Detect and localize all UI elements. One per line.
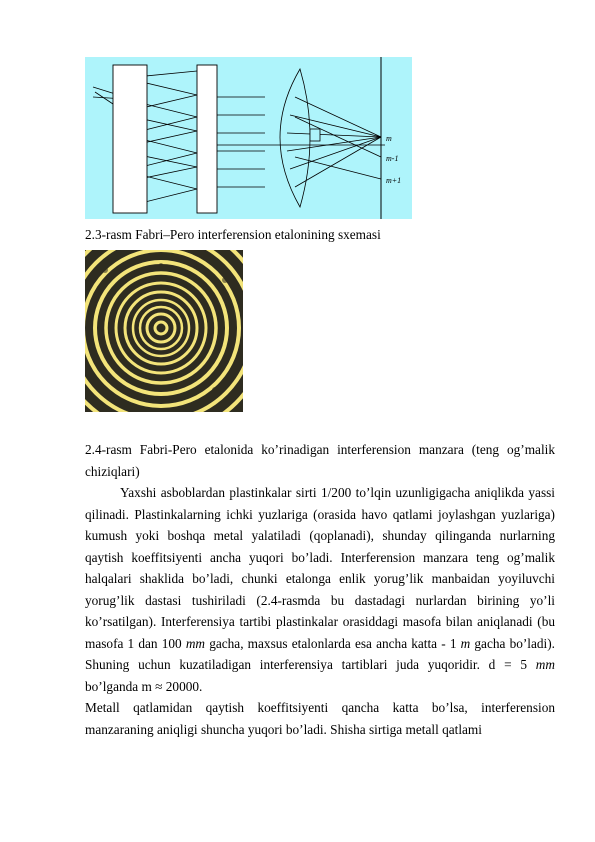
ring-noise <box>222 277 228 283</box>
aperture <box>310 129 320 141</box>
figure2-caption: 2.4-rasm Fabri-Pero etalonida ko’rinadigan interferension manzara (teng og’malik chiziqlari) <box>85 442 555 479</box>
body-text <box>85 439 555 740</box>
paragraph-2: Metall qatlamidan qaytish koeffitsiyenti qancha katta bo’lsa, interferension manzaraning aniqligi shuncha yuqori bo’ladi. Shisha sirtiga metall qatlami <box>85 700 555 737</box>
ring-noise <box>159 398 163 402</box>
paragraph-1: Yaxshi asboblardan plastinkalar sirti 1/200 to’lqin uzunligigacha aniqlikda yassi qilinadi. Plastinkalarning ichki yuzlariga (orasida havo qatlami joylashgan yuzlariga) kumush yoki boshqa metal yalatiladi (qoplanadi), shunday qilinganda nurlarning qaytish koeffitsiyenti ancha yuqori bo’ladi. Interferension manzara teng og’malik halqalari shaklida bo’ladi, chunki etalonga enlik yorug’lik manbaidan yoyiluvchi yorug’lik dastasi tushiriladi (2.4-rasmda bu dastadagi nurlardan birining yo’li ko’rsatilgan). Interferensiya tartibi plastinkalar orasiddagi masofa bilan aniqlanadi (bu masofa 1 dan 100 mm gacha, maxsus etalonlarda esa ancha katta - 1 m gacha bo’ladi). Shuning uchun kuzatiladigan interferensiya tartiblari juda yuqoridir. d = 5 mm bo’lganda m ≈ 20000. <box>85 485 555 694</box>
order-label-m-plus-1: m+1 <box>386 176 402 185</box>
ring-noise <box>107 377 113 383</box>
ring-noise <box>212 387 218 393</box>
order-label-m-minus-1: m-1 <box>386 154 399 163</box>
order-label-m: m <box>386 134 392 143</box>
etalon-plate-right <box>197 65 217 213</box>
ring-noise <box>159 263 163 267</box>
fabry-perot-schematic <box>85 57 412 219</box>
ring-noise <box>102 267 108 273</box>
figure1-caption: 2.3-rasm Fabri–Pero interferension etalonining sxemasi <box>85 227 381 242</box>
etalon-plate-left <box>113 65 147 213</box>
interference-rings-image <box>85 250 243 412</box>
